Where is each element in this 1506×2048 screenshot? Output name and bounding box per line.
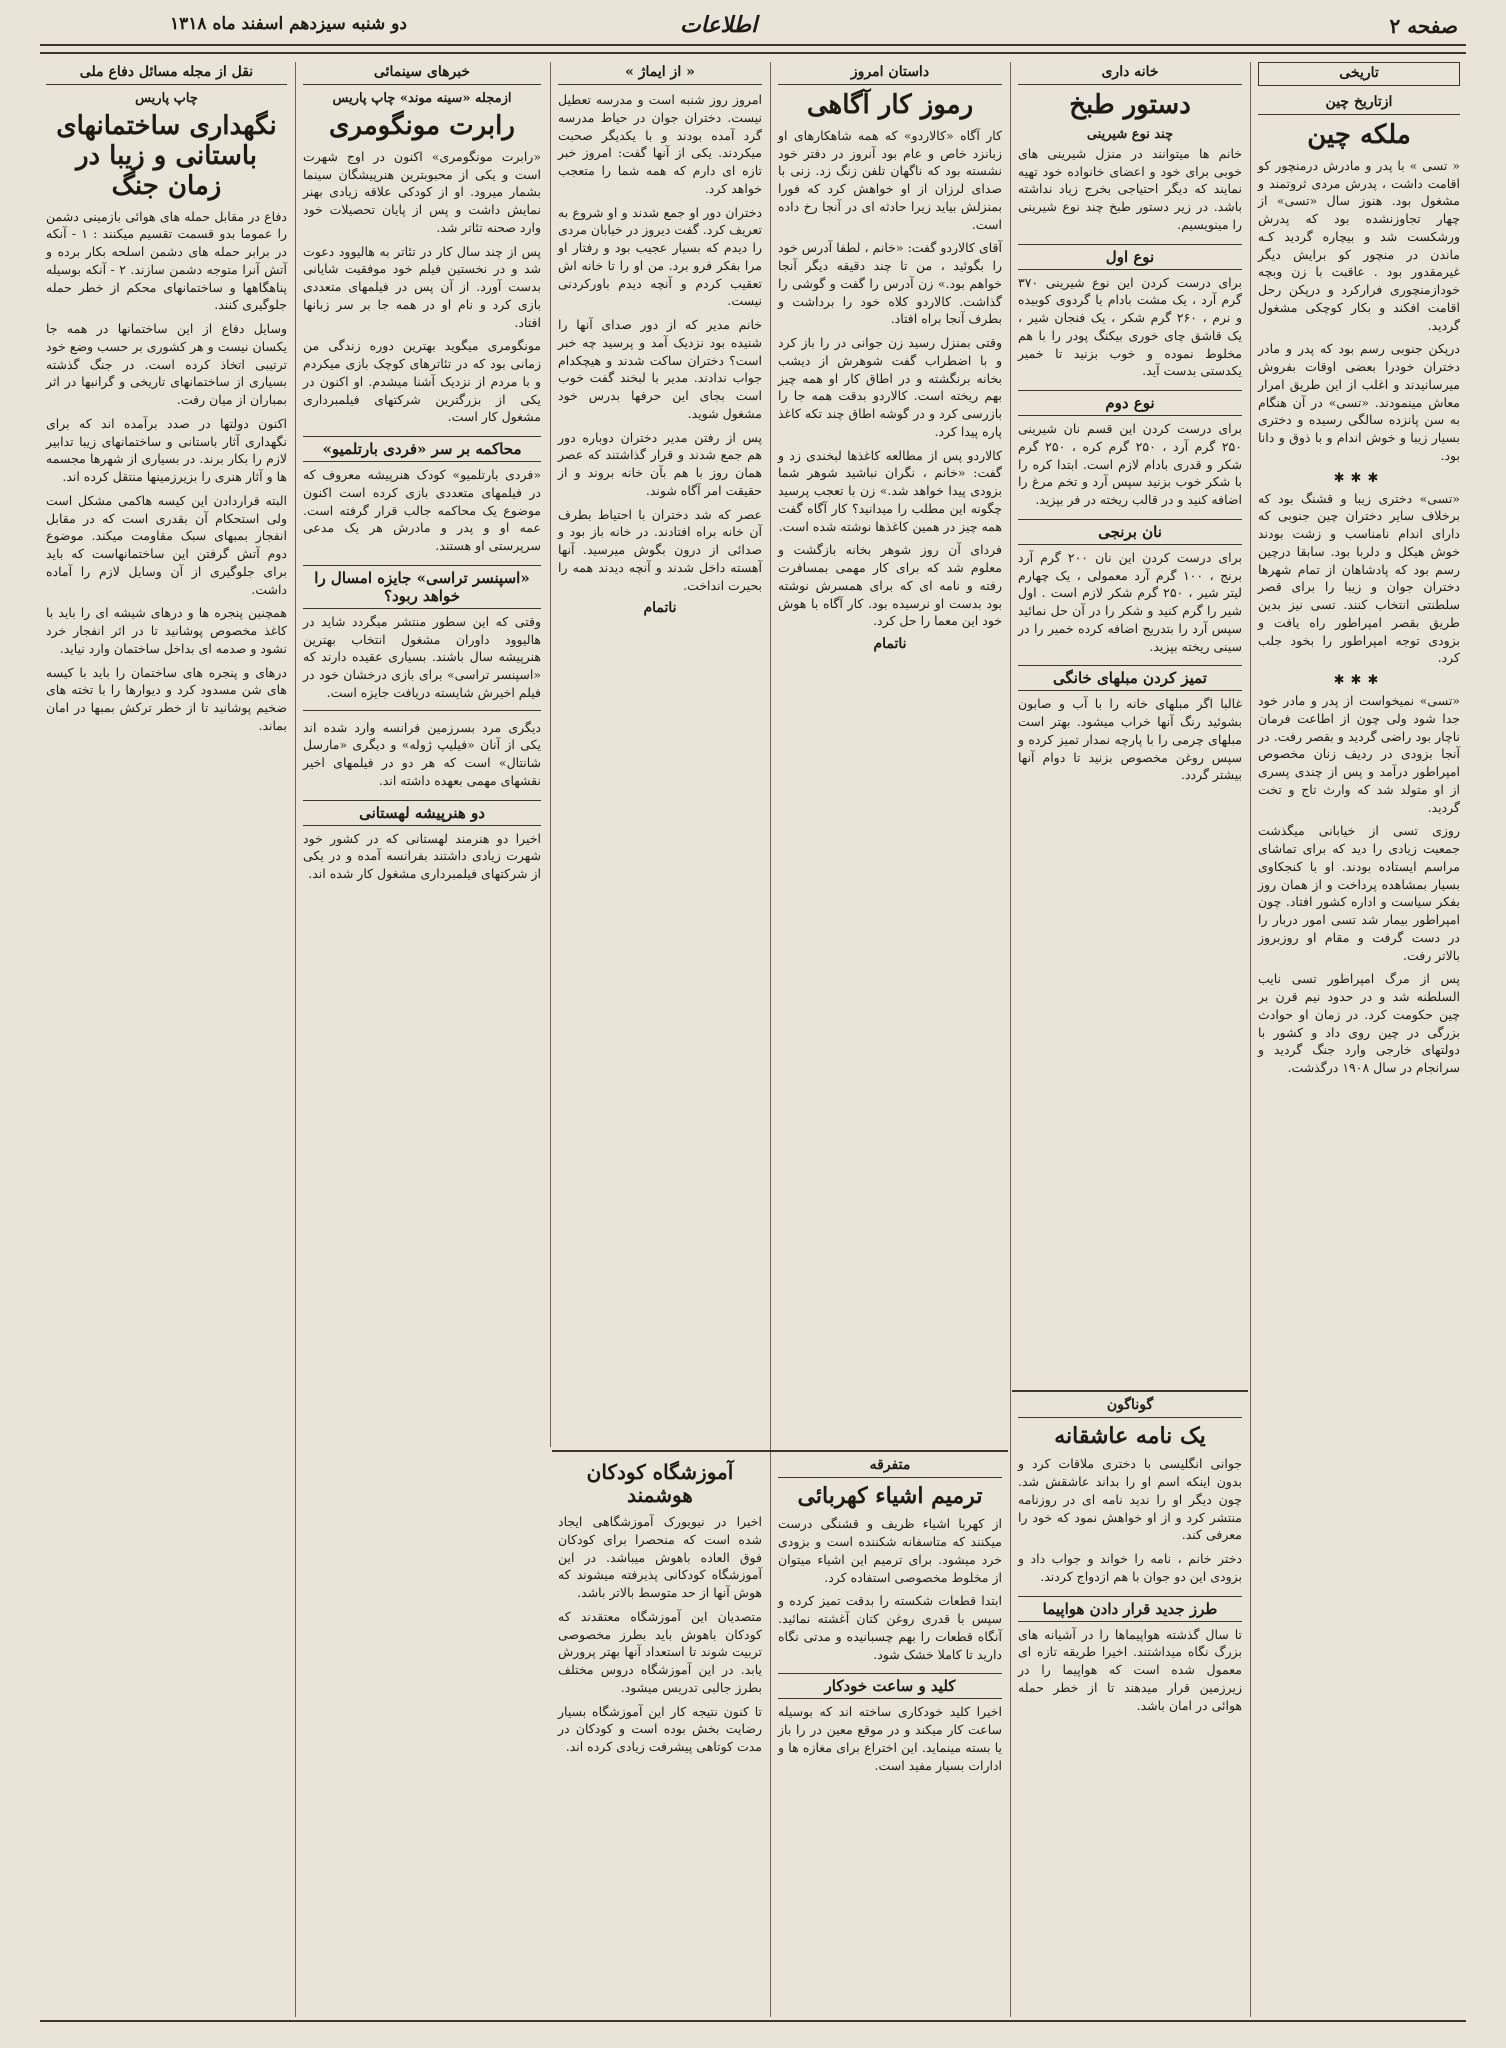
bottom-band-rule <box>1012 1390 1248 1392</box>
article-paragraph: اخیرا دو هنرمند لهستانی که در کشور خود شهرت زیادی داشتند بفرانسه آمده و در یکی از شرکتهای فیلمبرداری مشغول کار شده اند. <box>303 830 541 882</box>
article-headline: آموزشگاه کودکان هوشمند <box>586 1460 734 1507</box>
article-heading: طرز جدید قرار دادن هواپیما <box>1018 1596 1242 1622</box>
footer-rule <box>40 2020 1466 2022</box>
article-paragraph: خانم ها میتوانند در منزل شیرینی های خوبی برای خود و اعضای خانواده خود تهیه نمایند که دیگر احتیاجی بخرج زیاد نداشته باشد. در زیر دستور طبخ چند نوع شیرینی را مینویسیم. <box>1018 145 1242 232</box>
section-label: گوناگون <box>1018 1395 1242 1418</box>
article-paragraph: کار آگاه «کالاردو» که همه شاهکارهای او زبانزد خاص و عام بود آنروز در دفتر خود نشسته بود که ناگهان تلفن زنگ زد. زنی با صدای لرزان از او خواهش کرد که فورا بمنزلش بیاید زیرا حادثه ای در آنجا رخ داده است. <box>778 127 1002 232</box>
article-paragraph: اخیرا کلید خودکاری ساخته اند که بوسیله ساعت کار میکند و در موقع معین در را باز یا بسته مینماید. این اختراع برای مغازه ها و ادارات بسیار مفید است. <box>778 1704 1002 1773</box>
article-paragraph: برای درست کردن این قسم نان شیرینی ۲۵۰ گرم آرد ، ۲۵۰ گرم کره ، ۲۵۰ گرم شکر و قدری بادام لازم است. ابتدا کره را با شکر خوب بزنید سپس آرد و تخم مرغ را اضافه کنید و در قالب ریخته در فر بپزید. <box>1018 421 1242 508</box>
article-heading: دو هنرپیشه لهستانی <box>303 800 541 826</box>
article-paragraph: ابتدا قطعات شکسته را بدقت تمیز کرده و سپس با قدری روغن کتان آغشته نمائید. آنگاه قطعات را بهم چسبانیده و مدتی نگاه دارید تا کاملا خشک شود. <box>778 1593 1002 1662</box>
section-label: نقل از مجله مسائل دفاع ملی <box>46 62 287 85</box>
article-paragraph: عصر که شد دختران با احتیاط بطرف آن خانه براه افتادند. در خانه باز بود و صدائی از درون بگوش میرسید. آنها آهسته داخل شدند و آنچه دیدند همه را بحیرت انداخت. <box>558 506 762 593</box>
article-paragraph: غالبا اگر مبلهای خانه را با آب و صابون بشوئید رنگ آنها خراب میشود. بهتر است مبلهای چرمی را با پارچه نمدار تمیز کرده و سپس روغن مخصوص بزنید تا دوام آنها بیشتر گردد. <box>1018 696 1242 783</box>
column-divider <box>550 62 551 1447</box>
separator: ✱✱✱ <box>1333 673 1385 689</box>
column-imaj <box>552 62 768 1447</box>
article-amber-repair <box>772 1455 1008 2017</box>
section-label: متفرقه <box>778 1455 1002 1478</box>
article-headline: رموز کار آگاهی <box>806 90 974 120</box>
article-paragraph: اکنون دولتها در صدد برآمده اند که برای نگهداری آثار باستانی و ساختمانهای زیبا تدابیر لازم را بکار برند. در بسیاری از شهرها مجسمه ها و آثار هنری را بزیرزمینها منتقل کرده اند. <box>46 415 287 485</box>
article-love-letter <box>1012 1395 1248 2017</box>
article-paragraph: دختران دور او جمع شدند و او شروع به تعریف کرد. گفت دیروز در خیابان مردی را دیدم که بسیار عجیب بود و رفتار او مرا بفکر فرو برد. من او را تا خانه اش تعقیب کردم و آنچه دیدم باورکردنی نیست. <box>558 204 762 309</box>
article-heading: محاکمه بر سر «فردی بارتلمیو» <box>303 436 541 462</box>
article-paragraph: همچنین پنجره ها و درهای شیشه ای را باید با کاغذ مخصوص پوشانید تا در اثر انفجار خرد نشود و صدمه ای بداخل ساختمان وارد نیاید. <box>46 605 287 656</box>
article-heading: «اسپنسر تراسی» جایزه امسال را خواهد ربود؟ <box>303 565 541 609</box>
article-paragraph: روزی تسی از خیابانی میگذشت جمعیت زیادی را دید که برای تماشای مراسم ایستاده بودند. او با کنجکاوی بسیار بمشاهده پرداخت و از همان روز بفکر سیاست و اداره کشور افتاد. چون امپراطور بیمار شد تسی امور دربار را در دست گرفت و مقام او روزبروز بالاتر رفت. <box>1258 823 1460 963</box>
column-cinema <box>297 62 547 2017</box>
section-label: تاریخی <box>1258 62 1460 86</box>
column-divider <box>1010 62 1011 2017</box>
article-paragraph: تا سال گذشته هواپیماها را در آشیانه های بزرگ نگاه میداشتند. اخیرا طریقه تازه ای معمول شده است که هواپیما را در زیرزمین قرار میدهند تا از خطر حمله هوائی در امان باشد. <box>1018 1626 1242 1713</box>
recipe-heading: نان برنجی <box>1018 519 1242 545</box>
recipe-heading: نوع اول <box>1018 244 1242 270</box>
article-paragraph: درپکن جنوبی رسم بود که پدر و مادر دختران خودرا بعضی اوقات بفروش میرسانیدند و اغلب از این طریق امرار معاش مینمودند. «تسی» در آن هنگام به سن پانزده سالگی رسیده و دختری بسیار زیبا و خوش اندام و با ذوق و دانا بود. <box>1258 341 1460 463</box>
article-paragraph: آقای کالاردو گفت: «خانم ، لطفا آدرس خود را بگوئید ، من تا چند دقیقه دیگر آنجا خواهم بود.» زن آدرس را گفت و گوشی را گذاشت. کالاردو کلاه خود را برداشت و بطرف آنجا براه افتاد. <box>778 240 1002 327</box>
article-source: چاپ پاریس <box>135 91 198 106</box>
article-paragraph: اخیرا در نیویورک آموزشگاهی ایجاد شده است که منحصرا برای کودکان فوق العاده باهوش میباشد. در این آموزشگاه کودکانی پذیرفته میشوند که هوش آنها از حد متوسط بالاتر باشد. <box>558 1514 762 1600</box>
article-smart-children <box>552 1455 768 2017</box>
article-paragraph: وقتی بمنزل رسید زن جوانی در را باز کرد و با اضطراب گفت شوهرش از دیشب بخانه برنگشته و در اطاق کار او همه چیز بهم ریخته است. کالاردو بدقت همه جا را بازرسی کرد و در گوشه اطاق چند تکه کاغذ پاره پیدا کرد. <box>778 335 1002 439</box>
article-subheadline: چند نوع شیرینی <box>1086 126 1174 142</box>
article-paragraph: «رابرت مونگومری» اکنون در اوج شهرت است و یکی از محبوبترین هنرپیشگان سینما بشمار میرود. او از کودکی علاقه زیادی بهنر نمایش داشت و پس از پایان تحصیلات خود وارد صحنه تئاتر شد. <box>303 148 541 235</box>
section-sublabel: ازتاریخ چین <box>1258 92 1460 115</box>
article-paragraph: فردای آن روز شوهر بخانه بازگشت و معلوم شد که برای کار مهمی بمسافرت رفته و نامه ای که برای همسرش نوشته بود بدست او نرسیده بود. کار آگاه با هوش خود این معما را حل کرد. <box>778 542 1002 629</box>
article-paragraph: دختر خانم ، نامه را خواند و جواب داد و بزودی این دو جوان با هم ازدواج کردند. <box>1018 1551 1242 1584</box>
article-paragraph: وسایل دفاع از این ساختمانها در همه جا یکسان نیست و هر کشوری بر حسب وضع خود ترتیبی اتخاذ کرده است. در جنگ گذشته بسیاری از ساختمانهای تاریخی و گرانبها در اثر بمباران از میان رفت. <box>46 321 287 408</box>
column-divider <box>1250 62 1251 2017</box>
article-source: ازمجله «سینه موند» چاپ پاریس <box>332 91 512 106</box>
article-headline: رابرت مونگومری <box>329 111 515 141</box>
article-paragraph: درهای و پنجره های ساختمان را باید با کیسه های شن مسدود کرد و دیوارها را با تخته های ضخیم پوشانید تا از خطر ترکش بمبها در امان بماند. <box>46 664 287 733</box>
article-headline: نگهداری ساختمانهای باستانی و زیبا در زمان جنگ <box>56 111 277 201</box>
article-paragraph: مونگومری میگوید بهترین دوره زندگی من زمانی بود که در تئاترهای کوچک بازی میکردم و با مردم از نزدیک آشنا میشدم. او اکنون در یکی از بزرگترین شرکتهای فیلمبرداری مشغول کار است. <box>303 338 541 425</box>
section-label: خانه داری <box>1018 62 1242 85</box>
continued-mark: ناتمام <box>643 600 677 617</box>
continued-mark: ناتمام <box>873 636 907 653</box>
article-heading: کلید و ساعت خودکار <box>778 1673 1002 1699</box>
bottom-band-rule <box>552 1450 1008 1452</box>
article-paragraph: «فردی بارتلمیو» کودک هنرپیشه معروف که در فیلمهای متعددی بازی کرده است اکنون موضوع یک محاکمه جالب قرار گرفته است. عمه او و پدر و مادرش هر یک مدعی سرپرستی او هستند. <box>303 467 541 554</box>
article-paragraph: از کهربا اشیاء ظریف و قشنگی درست میکنند که متاسفانه شکننده است و بزودی خرد میشود. برای ترمیم این اشیاء میتوان از مخلوط مخصوصی استفاده کرد. <box>778 1516 1002 1585</box>
column-history <box>1252 62 1466 2017</box>
article-headline: یک نامه عاشقانه <box>1054 1423 1206 1449</box>
column-defense <box>40 62 293 2017</box>
article-paragraph: «تسی» نمیخواست از پدر و مادر خود جدا شود ولی چون از اطاعت فرمان ناچار بود راضی گردید و بقصر رفت. در آنجا بزودی در ردیف زنان مخصوص امپراطور درآمد و پس از چندی پسری از او متولد شد که وارث تاج و تخت گردید. <box>1258 693 1460 815</box>
article-headline: ملکه چین <box>1307 120 1411 150</box>
masthead: اطلاعات <box>680 12 758 38</box>
article-paragraph: « تسی » با پدر و مادرش درمنچور کو اقامت داشت ، پدرش مردی ثروتمند و مشغول بود. هنوز سال «تسی» از چهار تجاوزنشده بود که پدرش ورشکست شد و بیچاره گردید کـه ماندن در منچور کو برایش دیگر غیرمقدور بود . عاقبت با زن وبچه خودازمنچوری فرارکرد و درپکن رحل اقامت افکند و بکار کوچکی مشغول گردید. <box>1258 157 1460 333</box>
section-label: « از ایماژ » <box>558 62 762 85</box>
article-paragraph: جوانی انگلیسی با دختری ملاقات کرد و بدون اینکه اسم او را بداند عاشقش شد. چون دیگر او را ندید نامه ای در روزنامه منتشر کرد و از او خواهش نمود که خود را معرفی کند. <box>1018 1456 1242 1543</box>
rule <box>303 710 541 711</box>
article-paragraph: دفاع در مقابل حمله های هوائی بازمینی دشمن را عموما بدو قسمت تقسیم میکنند : ۱ - آنکه در برابر حمله های دشمن اسلحه بکار برده و آتش آنرا متوجه دشمن سازند. ۲ - آنکه بوسیله پناهگاهها و ساختمانهای محکم از خطر حمله جلوگیری کنند. <box>46 208 287 313</box>
article-paragraph: پس از رفتن مدیر دختران دوباره دور هم جمع شدند و قرار گذاشتند که عصر همان روز با هم بآن خانه بروند و از حقیقت امر آگاه شوند. <box>558 429 762 498</box>
article-paragraph: کالاردو پس از مطالعه کاغذها لبخندی زد و گفت: «خانم ، نگران نباشید شوهر شما بزودی پیدا خواهد شد.» زن با تعجب پرسید چگونه این مطلب را میدانید؟ کار آگاه گفت همه چیز در همین کاغذها نوشته شده است. <box>778 447 1002 534</box>
article-paragraph: وقتی که این سطور منتشر میگردد شاید در هالیوود داوران مشغول انتخاب بهترین هنرپیشه سال باشند. بسیاری عقیده دارند که «اسپنسر تراسی» برای بازی درخشان خود در فیلم اخیرش شایسته دریافت جایزه است. <box>303 613 541 700</box>
column-divider <box>295 62 296 2017</box>
page-header <box>40 10 1466 40</box>
section-label: خبرهای سینمائی <box>303 62 541 85</box>
article-paragraph: خانم مدیر که از دور صدای آنها را شنیده بود نزدیک آمد و پرسید چه خبر است؟ دختران ساکت شدند و هیچکدام جواب ندادند. مدیر با لبخند گفت خوب است بجای این حرفها بدرس خود مشغول شوید. <box>558 317 762 421</box>
article-paragraph: برای درست کردن این نان ۲۰۰ گرم آرد برنج ، ۱۰۰ گرم آرد معمولی ، یک چهارم لیتر شیر ، ۲۵۰ گرم شکر لازم است . اول شیر را گرم کنید و شکر را در آن حل نمائید سپس آرد را بتدریج اضافه کرده خمیر را در سینی ریخته بپزید. <box>1018 549 1243 654</box>
article-paragraph: متصدیان این آموزشگاه معتقدند که کودکان باهوش باید بطرز مخصوصی تربیت شوند تا استعداد آنها بهتر پرورش یابد. در این آموزشگاه دروس مختلف بطرز جالبی تدریس میشود. <box>558 1608 762 1695</box>
header-rule-2 <box>40 52 1466 54</box>
article-paragraph: دیگری مرد بسرزمین فرانسه وارد شده اند یکی از آنان «فیلیپ ژوله» و دیگری «مارسل شانتال» است که هر دو در فیلمهای اخیر نقشهای مهمی بعهده داشته اند. <box>303 719 541 788</box>
page-number: صفحه ۲ <box>1389 14 1458 38</box>
article-paragraph: برای درست کردن این نوع شیرینی ۳۷۰ گرم آرد ، یک مشت بادام یا گردوی کوبیده و نرم ، ۲۶۰ گرم شکر ، یک فنجان شیر ، یک قاشق چای خوری بیکنگ پودر را با هم مخلوط نموده و خوب بزنید تا خمیر یکدستی بدست آید. <box>1018 274 1243 379</box>
article-headline: دستور طبخ <box>1069 90 1191 120</box>
section-label: داستان امروز <box>778 62 1002 85</box>
article-paragraph: تا کنون نتیجه کار این آموزشگاه بسیار رضایت بخش بوده است و کودکان در مدت کوتاهی پیشرفت زیادی کرده اند. <box>558 1703 762 1754</box>
date-line: دو شنبه سیزدهم اسفند ماه ۱۳۱۸ <box>170 14 407 34</box>
article-paragraph: پس از چند سال کار در تئاتر به هالیوود دعوت شد و در نخستین فیلم خود موفقیت شایانی بدست آورد. از آن پس در فیلمهای متعددی بازی کرد و نام او در همه جا بر سر زبانها افتاد. <box>303 243 541 330</box>
separator: ✱✱✱ <box>1333 470 1385 486</box>
article-paragraph: پس از مرگ امپراطور تسی نایب السلطنه شد و در حدود نیم قرن بر چین حکومت کرد. در زمان او حوادث بزرگی در چین روی داد و کشور با دولتهای خارجی وارد جنگ گردید و سرانجام در سال ۱۹۰۸ درگذشت. <box>1258 971 1460 1076</box>
recipe-heading: نوع دوم <box>1018 390 1242 416</box>
article-paragraph: «تسی» دختری زیبا و قشنگ بود که برخلاف سایر دختران چین جنوبی که دارای اندام نامناسب و زشت بودند خوش هیکل و دلربا بود. سابقا درچین رسم بود که پادشاهان از تمام شهرها دختران جوان و زیبا را برای قصر سلطنتی انتخاب کنند. تسی نیز بدین طریق بقصر امپراطور راه یافت و بزودی توجه امپراطور را بخود جلب کرد. <box>1258 490 1460 666</box>
article-headline: ترمیم اشیاء کهربائی <box>797 1483 983 1509</box>
article-heading: تمیز کردن مبلهای خانگی <box>1018 665 1242 691</box>
article-paragraph: البته قراردادن این کیسه هاکمی مشکل است ولی استحکام آن بقدری است که در مقابل انفجار بمبهای سبک مقاومت میکند. موضوع دوم آتش گرفتن این ساختمانهاست که باید برای جلوگیری از آن وسایل لازم را آماده داشت. <box>46 492 287 597</box>
header-rule <box>40 44 1466 46</box>
article-paragraph: امروز روز شنبه است و مدرسه تعطیل نیست. دختران جوان در حیاط مدرسه گرد آمده بودند و با یکدیگر صحبت میکردند. یکی از آنها گفت: امروز خبر تازه ای دارم که همه شما را متعجب خواهد کرد. <box>558 92 762 196</box>
column-divider <box>770 62 771 2017</box>
column-story <box>772 62 1008 1447</box>
